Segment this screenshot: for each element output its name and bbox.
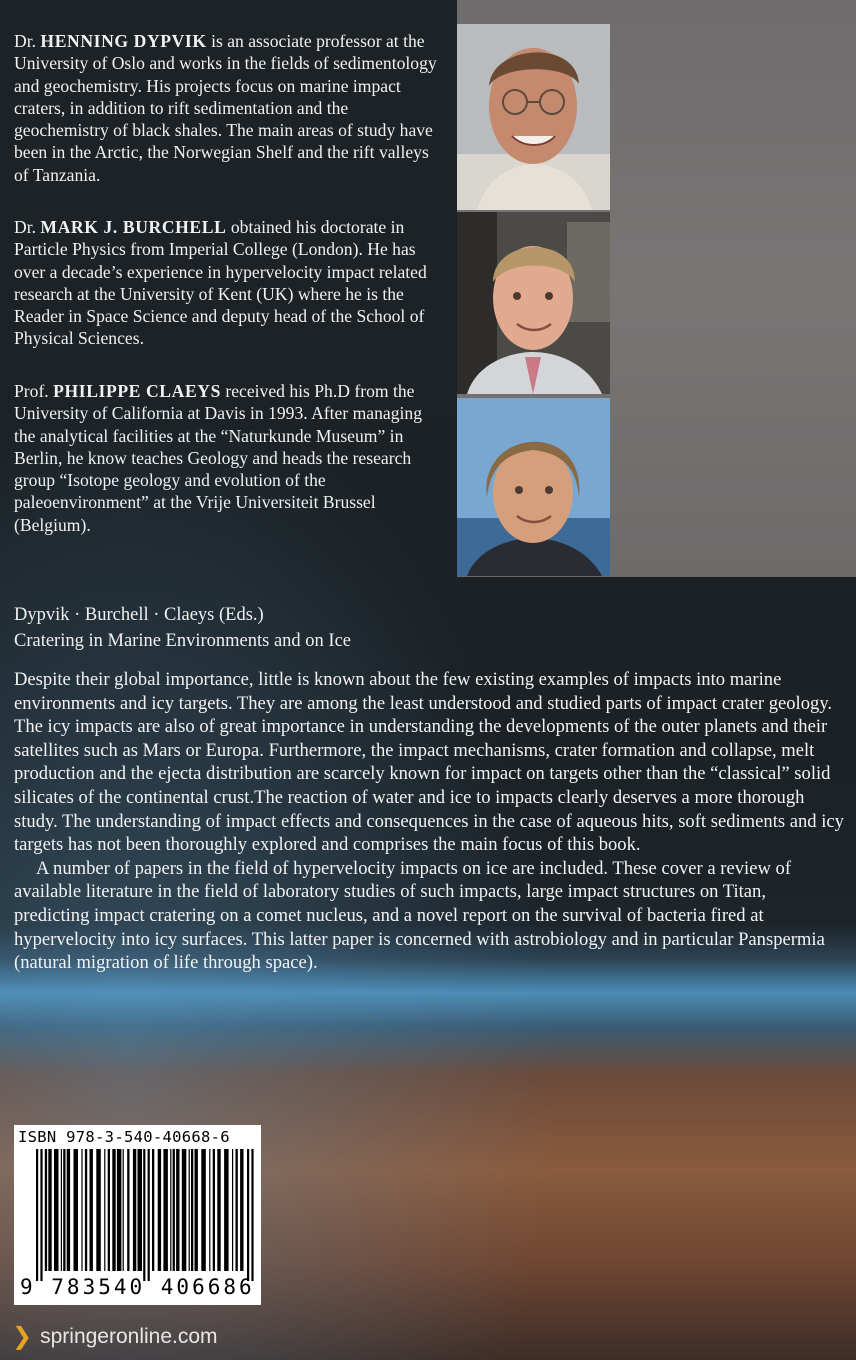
author-name: HENNING DYPVIK [40, 31, 207, 51]
author-photo-claeys [457, 398, 610, 576]
barcode-bar [45, 1149, 47, 1271]
barcode-bar [112, 1149, 115, 1271]
author-bio-text: received his Ph.D from the University of California at Davis in 1993. After managing the analytical facilities at the “Naturkunde Museum” in Berlin, he know teaches Geology and heads the research group “Isotope geology and evolution of the paleoenvironment” at the Vrije Universiteit Brussel (Belgium). [14, 381, 422, 535]
barcode-bar [189, 1149, 190, 1271]
author-photo-burchell [457, 212, 610, 394]
barcode-bar [36, 1149, 38, 1281]
barcode-bars [36, 1149, 256, 1281]
barcode-bar [67, 1149, 70, 1271]
author-bio-text: is an associate professor at the University of Oslo and works in the fields of sedimentology and geochemistry. His projects focus on marine impact craters, in addition to rift sedimentation and the geochemistry of black shales. The main areas of study have been in the Arctic, the Norwegian Shelf and the rift valleys of Tanzania. [14, 31, 437, 185]
author-prefix: Prof. [14, 381, 49, 401]
barcode-bar [85, 1149, 87, 1271]
barcode-bar [90, 1149, 93, 1271]
barcode-bar [209, 1149, 210, 1271]
book-editors: Dypvik · Burchell · Claeys (Eds.) [14, 605, 264, 625]
barcode-bar [201, 1149, 206, 1271]
author-bio-dypvik [14, 30, 446, 186]
barcode-bar [240, 1149, 243, 1271]
barcode-bar [191, 1149, 193, 1271]
barcode-bar [217, 1149, 220, 1271]
barcode-bar [138, 1149, 143, 1271]
barcode-bar [251, 1149, 253, 1281]
barcode-bar [133, 1149, 136, 1271]
barcode-bar [195, 1149, 198, 1271]
barcode-bar [123, 1149, 124, 1271]
barcode-bar [61, 1149, 62, 1271]
barcode-bar [40, 1149, 42, 1281]
barcode-bar [236, 1149, 238, 1271]
barcode-bar [143, 1149, 145, 1281]
ean-digits: 9 783540 406686 [20, 1275, 255, 1299]
isbn-label: ISBN 978-3-540-40668-6 [18, 1128, 230, 1146]
barcode-bar [176, 1149, 179, 1271]
description-paragraph: Despite their global importance, little is known about the few existing examples of impacts into marine environments and icy targets. They are among the least understood and studied parts of impact crater geology. The icy impacts are also of great importance in understanding the developments of the outer planets and their satellites such as Mars or Europa. Furthermore, the impact mechanisms, crater formation and collapse, melt production and the ejecta distribution are scarcely known for impact on targets other than the “classical” solid silicates of the continental crust.The reaction of water and ice to impacts clearly deserves a more thorough study. The understanding of impact effects and consequences in the case of aqueous hits, soft sediments and icy targets has not been thoroughly explored and comprises the main focus of this book. [14, 669, 844, 856]
barcode-bar [81, 1149, 82, 1271]
barcode-bar [54, 1149, 59, 1271]
barcode-bar [247, 1149, 249, 1281]
author-bio-burchell [14, 216, 446, 350]
book-description [14, 668, 844, 975]
barcode-bar [48, 1149, 51, 1271]
barcode-bar [213, 1149, 215, 1271]
barcode-bar [170, 1149, 171, 1271]
barcode-bar [63, 1149, 65, 1271]
author-bio-text: obtained his doctorate in Particle Physics from Imperial College (London). He has over a decade’s experience in hypervelocity impact related research at the University of Kent (UK) where he is the Reader in Space Science and deputy head of the School of Physical Sciences. [14, 217, 427, 349]
barcode-bar [127, 1149, 129, 1271]
chevron-right-icon: ❯ [12, 1323, 33, 1350]
barcode-bar [163, 1149, 168, 1271]
publisher-footer [12, 1322, 218, 1351]
barcode-bar [104, 1149, 105, 1271]
author-prefix: Dr. [14, 217, 36, 237]
barcode-bar [152, 1149, 154, 1271]
barcode-bar [232, 1149, 233, 1271]
barcode-bar [96, 1149, 101, 1271]
description-paragraph: A number of papers in the field of hypervelocity impacts on ice are included. These cover a review of available literature in the field of laboratory studies of such impacts, large impact structures on Titan, predicting impact cratering on a comet nucleus, and a novel report on the survival of bacteria fired at hypervelocity into icy surfaces. This latter paper is concerned with astrobiology and in particular Panspermia (natural migration of life through space). [14, 857, 825, 974]
author-photo-dypvik [457, 24, 610, 210]
barcode-bar [224, 1149, 229, 1271]
author-bio-claeys [14, 380, 446, 536]
isbn-barcode [14, 1125, 261, 1305]
barcode-bar [158, 1149, 161, 1271]
barcode-bar [74, 1149, 79, 1271]
barcode-bar [108, 1149, 110, 1271]
barcode-bar [182, 1149, 187, 1271]
publisher-url[interactable]: springeronline.com [40, 1324, 218, 1348]
author-prefix: Dr. [14, 31, 36, 51]
barcode-bar [117, 1149, 122, 1271]
author-name: PHILIPPE CLAEYS [53, 381, 221, 401]
barcode-bar [173, 1149, 175, 1271]
book-title: Cratering in Marine Environments and on Ice [14, 631, 352, 651]
author-name: MARK J. BURCHELL [40, 217, 227, 237]
barcode-bar [148, 1149, 150, 1281]
